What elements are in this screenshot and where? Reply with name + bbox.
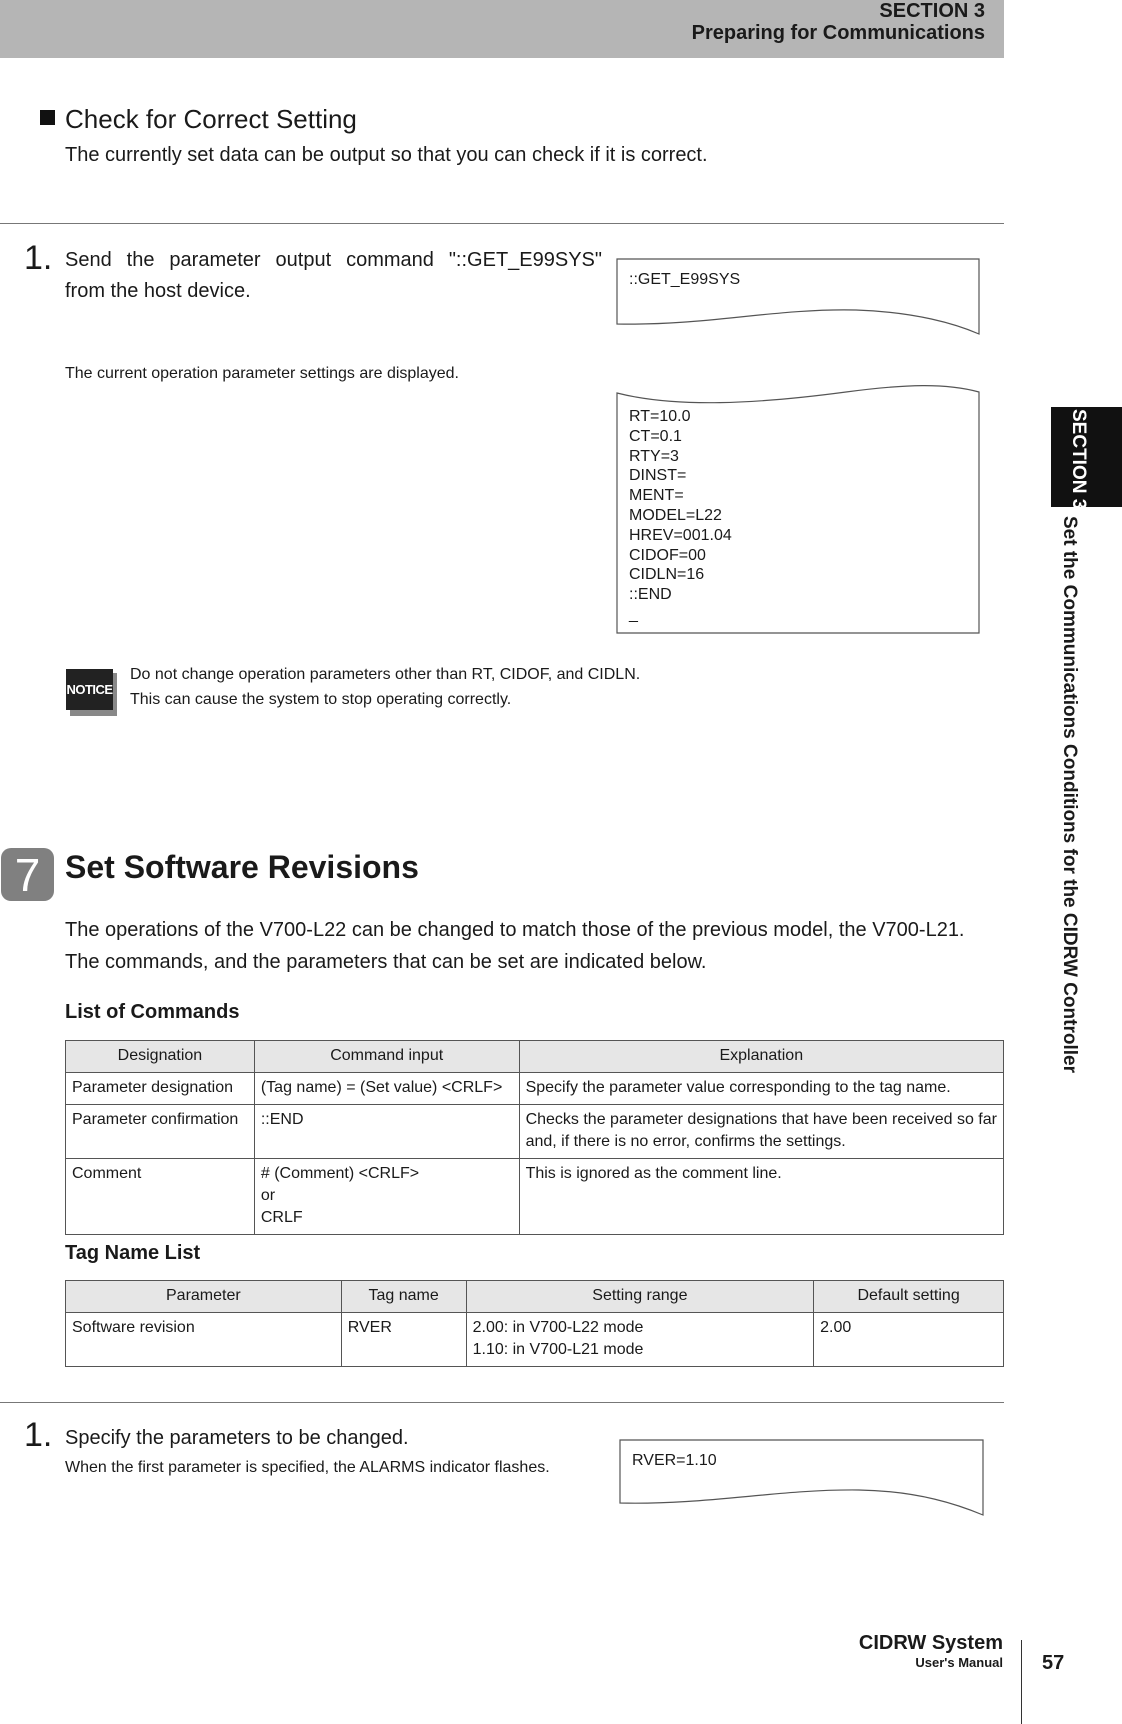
cell-line: or	[260, 1187, 276, 1204]
tag-table	[65, 1280, 1004, 1367]
step-note: The current operation parameter settings are displayed.	[65, 365, 459, 382]
notice-line1: Do not change operation parameters other than RT, CIDOF, and CIDLN.	[130, 666, 641, 683]
step-text-line1: Send the parameter output command "::GET_E99SYS"	[65, 249, 602, 271]
column-header: Parameter	[66, 1281, 342, 1313]
side-section-tab	[1051, 407, 1122, 510]
table-cell: RVER	[341, 1313, 466, 1367]
header-section-title: Preparing for Communications	[691, 22, 985, 44]
table-cell: ::END	[254, 1105, 519, 1159]
table-cell	[254, 1159, 519, 1235]
divider-rule	[0, 1402, 1004, 1403]
notice-line2: This can cause the system to stop operating correctly.	[130, 691, 512, 708]
column-header: Setting range	[466, 1281, 814, 1313]
output-line: CT=0.1	[629, 427, 682, 445]
table-cell: Specify the parameter value corresponding to the tag name.	[519, 1073, 1003, 1105]
tag-table-heading: Tag Name List	[65, 1242, 201, 1264]
square-bullet-icon	[40, 110, 55, 125]
table-cell: Software revision	[66, 1313, 342, 1367]
step-text-line2: from the host device.	[65, 280, 251, 302]
divider-rule	[0, 223, 1004, 224]
section-body-line1: The operations of the V700-L22 can be changed to match those of the previous model, the V700-L21.	[65, 919, 965, 941]
table-cell: Parameter designation	[66, 1073, 255, 1105]
table-cell: (Tag name) = (Set value) <CRLF>	[254, 1073, 519, 1105]
table-cell: 2.00	[814, 1313, 1004, 1367]
output-line: CIDOF=00	[629, 546, 706, 564]
output-line: DINST=	[629, 467, 687, 485]
table-cell: Checks the parameter designations that have been received so far and, if there is no error, confirms the settings.	[519, 1105, 1003, 1159]
side-section-label: SECTION 3	[1068, 409, 1089, 510]
footer-title: CIDRW System	[858, 1632, 1003, 1654]
cell-line: CRLF	[260, 1209, 303, 1226]
page-number: 57	[1042, 1652, 1065, 1674]
output-paper	[616, 378, 980, 634]
section-body	[65, 914, 965, 978]
output-line: RTY=3	[629, 447, 679, 465]
header-section-label: SECTION 3	[879, 0, 985, 22]
column-header: Tag name	[341, 1281, 466, 1313]
check-heading-text: Check for Correct Setting	[65, 104, 357, 134]
cell-line: # (Comment) <CRLF>	[260, 1165, 420, 1182]
commands-table-heading: List of Commands	[65, 1001, 240, 1023]
column-header: Command input	[254, 1041, 519, 1073]
output-line: RT=10.0	[629, 408, 691, 425]
table-cell: Comment	[66, 1159, 255, 1235]
step-subtext: When the first parameter is specified, the ALARMS indicator flashes.	[65, 1459, 550, 1476]
footer-divider	[1021, 1640, 1022, 1724]
command-paper	[616, 258, 980, 336]
command-text: RVER=1.10	[632, 1452, 717, 1469]
table-row	[66, 1073, 1004, 1105]
column-header: Default setting	[814, 1281, 1004, 1313]
command-paper	[619, 1439, 984, 1517]
check-heading	[40, 104, 357, 135]
notice-badge: NOTICE	[66, 669, 113, 710]
cell-line: 1.10: in V700-L21 mode	[472, 1341, 644, 1358]
table-cell: Parameter confirmation	[66, 1105, 255, 1159]
table-row	[66, 1105, 1004, 1159]
footer-subtitle: User's Manual	[915, 1655, 1003, 1670]
column-header: Designation	[66, 1041, 255, 1073]
step-number: 1.	[24, 1416, 53, 1454]
column-header: Explanation	[519, 1041, 1003, 1073]
table-cell	[466, 1313, 814, 1367]
output-lines	[629, 407, 732, 625]
output-line: _	[629, 605, 638, 623]
section-title: Set Software Revisions	[65, 849, 419, 885]
output-line: CIDLN=16	[629, 566, 705, 584]
output-line: MODEL=L22	[629, 506, 722, 524]
command-text: ::GET_E99SYS	[629, 271, 741, 288]
output-line: HREV=001.04	[629, 526, 732, 544]
side-section-title: Set the Communications Conditions for the CIDRW Controller	[1059, 516, 1080, 1073]
section-body-line2: The commands, and the parameters that can be set are indicated below.	[65, 951, 707, 973]
table-cell: This is ignored as the comment line.	[519, 1159, 1003, 1235]
check-description: The currently set data can be output so that you can check if it is correct.	[65, 144, 708, 166]
step-number: 1.	[24, 239, 53, 277]
cell-line: 2.00: in V700-L22 mode	[472, 1319, 644, 1336]
section-number-badge: 7	[1, 848, 54, 901]
table-header-row	[66, 1281, 1004, 1313]
output-line: MENT=	[629, 487, 684, 505]
table-header-row	[66, 1041, 1004, 1073]
output-line: ::END	[629, 586, 672, 604]
step-text: Specify the parameters to be changed.	[65, 1427, 409, 1449]
table-row	[66, 1159, 1004, 1235]
commands-table	[65, 1040, 1004, 1235]
table-row	[66, 1313, 1004, 1367]
